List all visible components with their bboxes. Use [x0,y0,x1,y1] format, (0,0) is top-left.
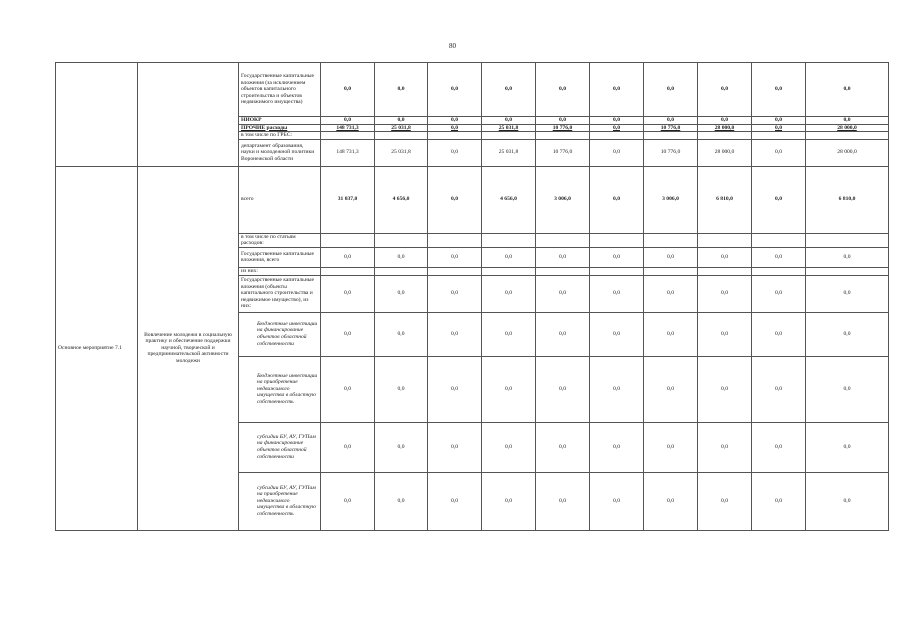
value-cell: 0,0 [752,247,806,267]
value-cell: 0,0 [482,117,536,125]
value-cell: 0,0 [482,422,536,472]
value-cell: 0,0 [590,275,644,312]
value-cell: 0,0 [752,124,806,132]
event-title: Вовлечение молодежи в социальную практику и обеспечение поддержки научной, творческой и предпринимательской активности молодежи [138,166,239,530]
value-cell [536,233,590,247]
value-cell [752,267,806,275]
row-label: субсидии БУ, АУ, ГУПам на приобретение недвижимого имущества в областную собственность [239,472,321,530]
value-cell [644,233,698,247]
value-cell [321,233,375,247]
value-cell: 0,0 [590,124,644,132]
value-cell: 0,0 [536,422,590,472]
value-cell: 0,0 [698,356,752,422]
value-cell: 0,0 [752,275,806,312]
value-cell: 0,0 [375,63,428,117]
value-cell: 0,0 [482,63,536,117]
value-cell: 0,0 [698,63,752,117]
value-cell: 0,0 [752,312,806,356]
value-cell: 31 037,0 [321,166,375,233]
value-cell [375,233,428,247]
empty-cell [138,63,239,167]
value-cell: 10 776,0 [644,124,698,132]
value-cell: 10 776,0 [536,139,590,166]
row-label: из них: [239,267,321,275]
value-cell: 0,0 [428,247,482,267]
value-cell [806,132,889,140]
value-cell: 0,0 [428,117,482,125]
value-cell: 0,0 [590,139,644,166]
value-cell: 0,0 [428,312,482,356]
value-cell: 4 656,0 [375,166,428,233]
value-cell: 0,0 [590,356,644,422]
value-cell: 0,0 [428,422,482,472]
value-cell: 0,0 [590,247,644,267]
row-label: Бюджетные инвестиции на финансирование объектов областной собственности [239,312,321,356]
value-cell: 0,0 [644,422,698,472]
value-cell: 0,0 [321,117,375,125]
value-cell: 0,0 [321,275,375,312]
value-cell: 0,0 [752,166,806,233]
value-cell: 0,0 [752,117,806,125]
value-cell: 0,0 [536,247,590,267]
value-cell: 0,0 [806,356,889,422]
value-cell: 0,0 [806,312,889,356]
row-label: ПРОЧИЕ расходы [239,124,321,132]
value-cell [536,267,590,275]
value-cell: 0,0 [482,356,536,422]
value-cell [536,132,590,140]
value-cell: 6 810,0 [806,166,889,233]
value-cell: 0,0 [806,422,889,472]
value-cell: 0,0 [752,139,806,166]
row-label: Государственные капитальные вложения (объекты капитального строительства и недвижимое имущество), из них: [239,275,321,312]
value-cell: 0,0 [536,312,590,356]
value-cell [806,267,889,275]
value-cell: 0,0 [806,472,889,530]
value-cell [321,267,375,275]
value-cell [321,132,375,140]
value-cell: 0,0 [428,275,482,312]
value-cell: 0,0 [752,356,806,422]
value-cell: 0,0 [482,312,536,356]
value-cell: 0,0 [698,117,752,125]
value-cell: 3 006,0 [536,166,590,233]
value-cell: 0,0 [428,166,482,233]
value-cell: 148 731,3 [321,124,375,132]
value-cell: 0,0 [590,422,644,472]
value-cell: 28 000,0 [698,124,752,132]
value-cell [698,233,752,247]
row-label: Бюджетные инвестиции на приобретение недвижимого имущества в областную собственность [239,356,321,422]
value-cell [644,132,698,140]
value-cell: 0,0 [590,117,644,125]
value-cell: 0,0 [644,472,698,530]
row-label: департамент образования, науки и молодежной политики Воронежской области [239,139,321,166]
value-cell: 0,0 [536,275,590,312]
row-label: в том числе по статьям расходов: [239,233,321,247]
table-row [56,63,889,117]
value-cell: 0,0 [482,472,536,530]
value-cell: 0,0 [698,275,752,312]
row-label: всего [239,166,321,233]
value-cell: 0,0 [321,63,375,117]
value-cell: 0,0 [536,472,590,530]
value-cell [644,267,698,275]
value-cell: 28 000,0 [698,139,752,166]
value-cell: 0,0 [428,139,482,166]
value-cell: 0,0 [428,63,482,117]
value-cell: 0,0 [482,275,536,312]
value-cell: 0,0 [806,63,889,117]
value-cell: 0,0 [375,422,428,472]
value-cell: 3 006,0 [644,166,698,233]
value-cell: 0,0 [590,312,644,356]
value-cell [590,233,644,247]
value-cell: 0,0 [590,166,644,233]
value-cell: 0,0 [428,472,482,530]
row-label: Государственные капитальные вложения (за исключением объектов капитального строительства и объектов недвижимого имущества) [239,63,321,117]
value-cell: 0,0 [536,117,590,125]
row-label: субсидии БУ, АУ, ГУПам на финансирование объектов областной собственности [239,422,321,472]
value-cell: 0,0 [644,247,698,267]
value-cell: 0,0 [698,247,752,267]
value-cell: 0,0 [321,356,375,422]
value-cell: 0,0 [698,422,752,472]
value-cell: 0,0 [482,247,536,267]
value-cell [752,233,806,247]
value-cell: 25 031,8 [482,124,536,132]
value-cell: 0,0 [428,124,482,132]
value-cell: 0,0 [698,472,752,530]
value-cell: 0,0 [590,472,644,530]
value-cell [482,132,536,140]
value-cell [698,267,752,275]
value-cell: 0,0 [321,312,375,356]
value-cell: 0,0 [375,356,428,422]
value-cell [428,132,482,140]
page-number: 80 [449,42,456,50]
value-cell [806,233,889,247]
value-cell: 0,0 [644,63,698,117]
value-cell: 10 776,0 [536,124,590,132]
row-label: в том числе по ГРБС: [239,132,321,140]
value-cell: 0,0 [644,275,698,312]
value-cell: 0,0 [752,63,806,117]
value-cell: 0,0 [375,472,428,530]
value-cell: 0,0 [321,422,375,472]
value-cell: 0,0 [536,63,590,117]
value-cell: 0,0 [806,117,889,125]
table-row [56,166,889,233]
value-cell: 0,0 [321,247,375,267]
value-cell: 0,0 [590,63,644,117]
value-cell [698,132,752,140]
value-cell: 0,0 [752,472,806,530]
value-cell: 6 810,0 [698,166,752,233]
value-cell: 0,0 [428,356,482,422]
value-cell [590,267,644,275]
value-cell: 0,0 [752,422,806,472]
value-cell: 148 731,3 [321,139,375,166]
value-cell [428,233,482,247]
value-cell: 0,0 [321,472,375,530]
value-cell: 0,0 [698,312,752,356]
budget-table [55,62,889,531]
value-cell: 25 031,8 [375,139,428,166]
value-cell: 4 656,0 [482,166,536,233]
row-label: НИОКР [239,117,321,125]
value-cell: 0,0 [536,356,590,422]
value-cell [482,267,536,275]
event-code: Основное мероприятие 7.1 [56,166,138,530]
value-cell [375,132,428,140]
value-cell [375,267,428,275]
empty-cell [56,63,138,167]
value-cell: 0,0 [375,312,428,356]
value-cell [752,132,806,140]
value-cell: 0,0 [375,247,428,267]
value-cell: 0,0 [644,117,698,125]
value-cell: 0,0 [375,117,428,125]
row-label: Государственные капитальные вложения, всего [239,247,321,267]
value-cell: 0,0 [806,247,889,267]
value-cell: 25 031,8 [375,124,428,132]
value-cell: 0,0 [644,356,698,422]
value-cell: 10 776,0 [644,139,698,166]
value-cell: 0,0 [806,275,889,312]
value-cell: 0,0 [644,312,698,356]
value-cell: 28 000,0 [806,139,889,166]
value-cell [428,267,482,275]
value-cell [590,132,644,140]
value-cell: 28 000,0 [806,124,889,132]
value-cell [482,233,536,247]
value-cell: 25 031,8 [482,139,536,166]
value-cell: 0,0 [375,275,428,312]
